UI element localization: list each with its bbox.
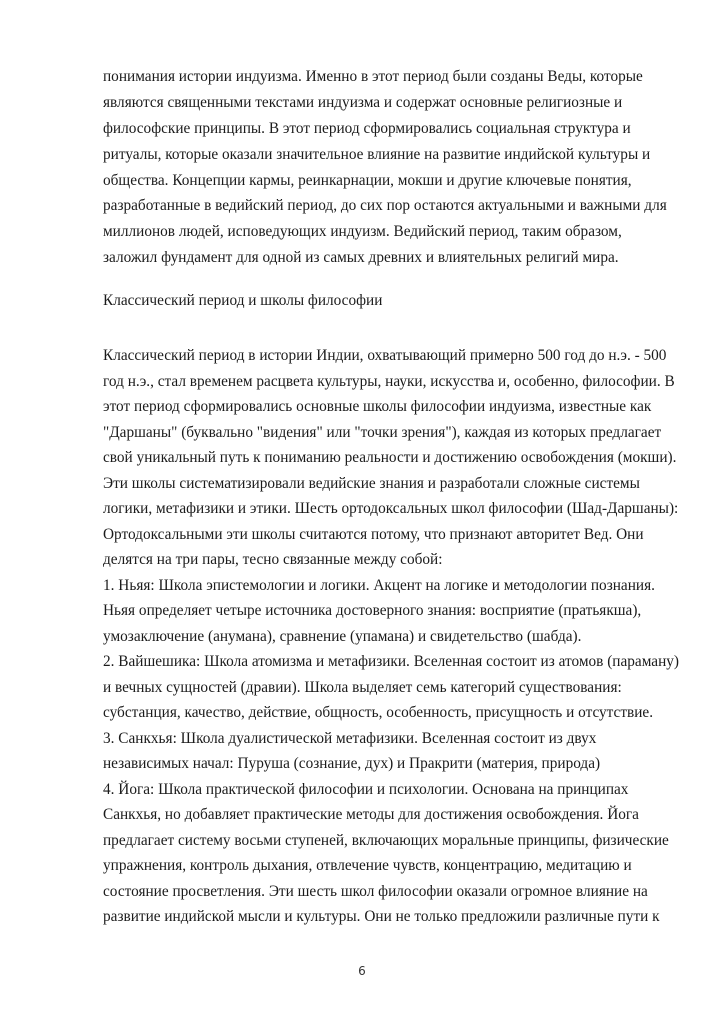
text-line: ритуалы, которые оказали значительное влияние на развитие индийской культуры и xyxy=(103,146,651,163)
text-line: этот период сформировались основные школы философии индуизма, известные как xyxy=(103,398,652,415)
text-line: "Даршаны" (буквально "видения" или "точки зрения"), каждая из которых предлагает xyxy=(103,424,662,441)
text-line: Эти школы систематизировали ведийские знания и разработали сложные системы xyxy=(103,475,640,492)
text-line: Классический период в истории Индии, охватывающий примерно 500 год до н.э. - 500 xyxy=(103,347,667,364)
text-line: 4. Йога: Школа практической философии и психологии. Основана на принципах xyxy=(103,781,629,798)
text-line: состояние просветления. Эти шесть школ философии оказали огромное влияние на xyxy=(103,883,648,900)
section-heading: Классический период и школы философии xyxy=(103,292,383,309)
text-line: миллионов людей, исповедующих индуизм. Ведийский период, таким образом, xyxy=(103,223,622,240)
text-line: и вечных сущностей (дравии). Школа выделяет семь категорий существования: xyxy=(103,679,622,696)
text-line: год н.э., стал временем расцвета культуры, науки, искусства и, особенно, философии. В xyxy=(103,373,675,390)
text-line: заложил фундамент для одной из самых древних и влиятельных религий мира. xyxy=(103,249,619,266)
text-line: независимых начал: Пуруша (сознание, дух) и Пракрити (материя, природа) xyxy=(103,755,601,772)
text-line: Ньяя определяет четыре источника достоверного знания: восприятие (пратьякша), xyxy=(103,602,642,619)
text-line: 3. Санкхья: Школа дуалистической метафизики. Вселенная состоит из двух xyxy=(103,730,597,747)
text-line: делятся на три пары, тесно связанные между собой: xyxy=(103,551,443,568)
text-line: разработанные в ведийский период, до сих пор остаются актуальными и важными для xyxy=(103,197,667,214)
text-line: предлагает систему восьми ступеней, включающих моральные принципы, физические xyxy=(103,832,669,849)
text-line: являются священными текстами индуизма и содержат основные религиозные и xyxy=(103,94,623,111)
text-line: свой уникальный путь к пониманию реальности и достижению освобождения (мокши). xyxy=(103,449,677,466)
text-line: субстанция, качество, действие, общность, особенность, присущность и отсутствие. xyxy=(103,704,654,721)
text-line: понимания истории индуизма. Именно в этот период были созданы Веды, которые xyxy=(103,68,643,85)
text-line: философские принципы. В этот период сформировались социальная структура и xyxy=(103,120,631,137)
text-line: упражнения, контроль дыхания, отвлечение чувств, концентрацию, медитацию и xyxy=(103,857,632,874)
text-line: общества. Концепции кармы, реинкарнации, мокши и другие ключевые понятия, xyxy=(103,172,632,189)
page-number: 6 xyxy=(358,964,366,978)
text-line: развитие индийской мысли и культуры. Они не только предложили различные пути к xyxy=(103,908,660,925)
text-line: 1. Ньяя: Школа эпистемологии и логики. Акцент на логике и методологии познания. xyxy=(103,577,655,594)
text-line: Санкхья, но добавляет практические методы для достижения освобождения. Йога xyxy=(103,806,639,823)
text-line: 2. Вайшешика: Школа атомизма и метафизики. Вселенная состоит из атомов (параману) xyxy=(103,653,680,670)
text-line: Ортодоксальными эти школы считаются потому, что признают авторитет Вед. Они xyxy=(103,526,644,543)
text-line: логики, метафизики и этики. Шесть ортодоксальных школ философии (Шад-Даршаны): xyxy=(103,500,679,517)
text-line: умозаключение (анумана), сравнение (упамана) и свидетельство (шабда). xyxy=(103,628,582,645)
